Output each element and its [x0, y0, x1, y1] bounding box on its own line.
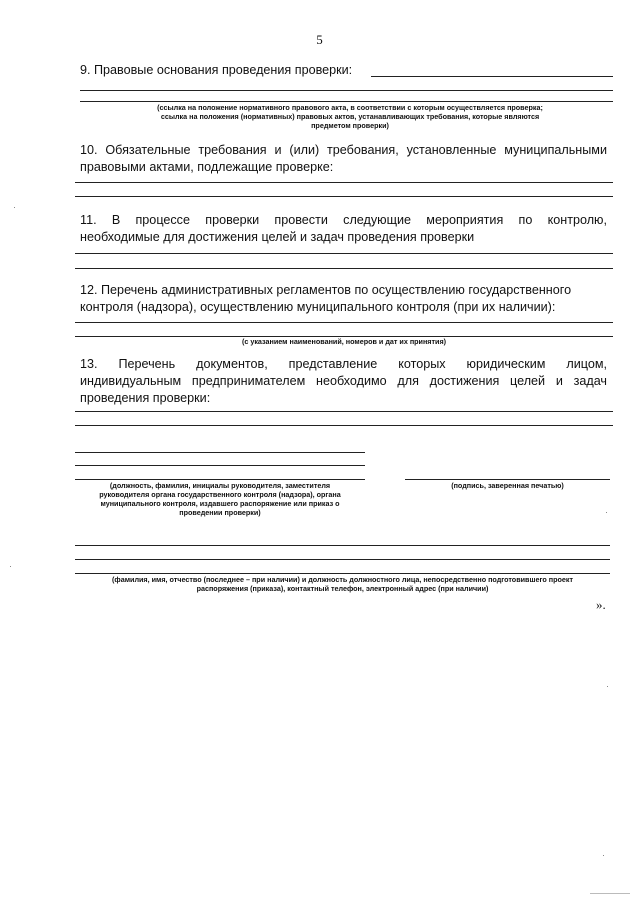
scan-speck: [603, 855, 604, 856]
section-13-answer-line-2: [75, 425, 613, 426]
preparer-line-1: [75, 545, 610, 546]
signature-line: [405, 479, 610, 480]
section-9-answer-line-3: [80, 101, 613, 102]
section-11-answer-line-2: [75, 268, 613, 269]
scan-speck: [10, 566, 11, 567]
page-number: 5: [316, 32, 323, 47]
section-12-answer-line: [75, 322, 613, 323]
signer-line-2: [75, 465, 365, 466]
preparer-note: (фамилия, имя, отчество (последнее – при наличии) и должность должностного лица, непосредственно подготовившего проект распоряжения (приказа), контактный телефон, электронный адрес (при наличии): [112, 575, 573, 593]
scan-speck: [606, 512, 607, 513]
preparer-line-3: [75, 573, 610, 574]
scan-edge-mark: [590, 893, 630, 894]
scan-speck: [607, 686, 608, 687]
section-9-note: (ссылка на положение нормативного правового акта, в соответствии с которым осуществляется проверка; ссылка на положения (нормативных) правовых актов, устанавливающих требования, которые являются предметом проверки): [157, 103, 543, 130]
section-10-answer-line-2: [75, 196, 613, 197]
signer-line-3: [75, 479, 365, 480]
section-13-answer-line: [75, 411, 613, 412]
signer-line-1: [75, 452, 365, 453]
section-11-text: 11. В процессе проверки провести следующие мероприятия по контролю, необходимые для достижения целей и задач проведения проверки: [80, 213, 607, 244]
section-11-answer-line: [75, 253, 613, 254]
section-10-text: 10. Обязательные требования и (или) требования, установленные муниципальными правовыми актами, подлежащие проверке:: [80, 143, 607, 174]
section-10-answer-line: [75, 182, 613, 183]
closing-quote: ».: [596, 597, 606, 612]
signature-note: (подпись, заверенная печатью): [451, 481, 564, 490]
section-9-answer-line-2: [80, 90, 613, 91]
section-12-text: 12. Перечень административных регламентов по осуществлению государственного контроля (надзора), осуществлению муниципального контроля (при их наличии):: [80, 283, 572, 314]
signer-note: (должность, фамилия, инициалы руководителя, заместителя руководителя органа государственного контроля (надзора), органа муниципального контроля, издавшего распоряжение или приказ о проведении проверки): [99, 481, 341, 517]
section-13-text: 13. Перечень документов, представление которых юридическим лицом, индивидуальным предпринимателем необходимо для достижения целей и задач проведения проверки:: [80, 357, 607, 405]
scan-speck: [14, 207, 15, 208]
section-9-label: 9. Правовые основания проведения проверки:: [80, 63, 353, 77]
preparer-line-2: [75, 559, 610, 560]
section-12-note: (с указанием наименований, номеров и дат их принятия): [241, 337, 447, 346]
section-9-answer-line: [371, 76, 613, 77]
